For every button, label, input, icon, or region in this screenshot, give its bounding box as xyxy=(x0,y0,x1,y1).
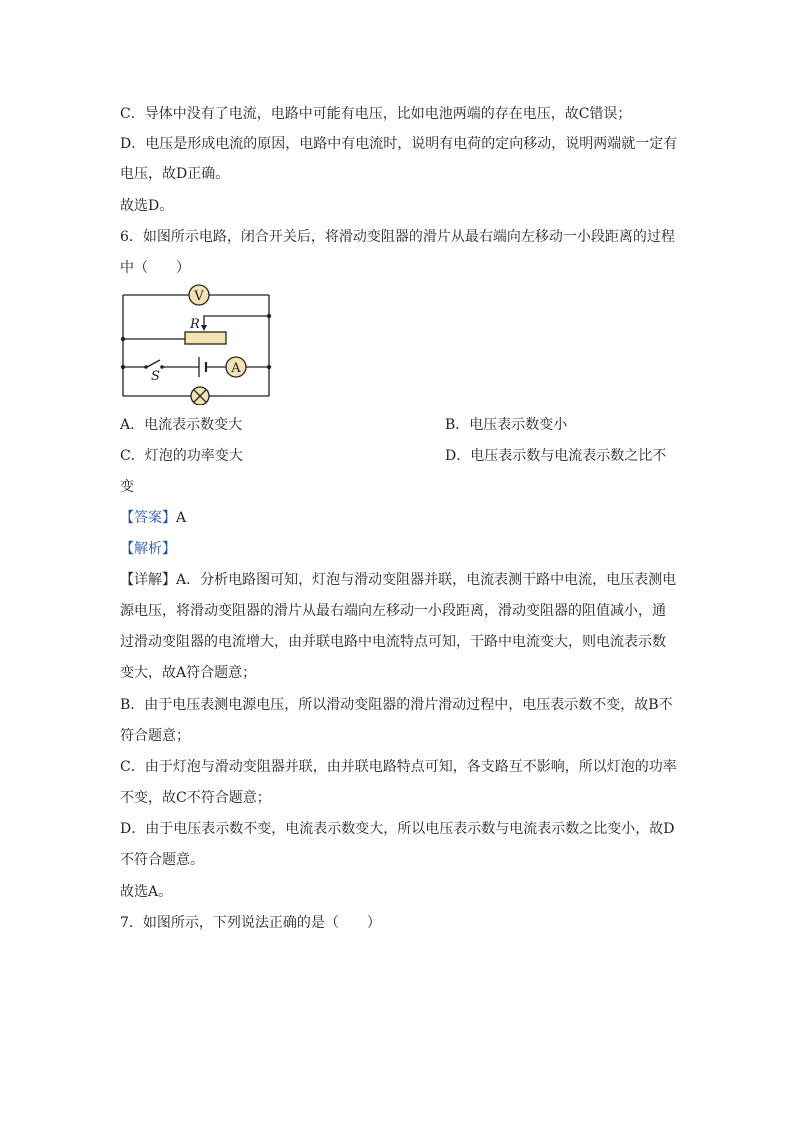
line-d: D．电压是形成电流的原因，电路中有电流时，说明有电荷的定向移动，说明两端就一定有 xyxy=(120,136,678,152)
circuit-diagram xyxy=(118,281,278,405)
conclusion: 故选A。 xyxy=(120,884,173,900)
detail-line-2: 源电压，将滑动变阻器的滑片从最右端向左移动一小段距离，滑动变阻器的阻值减小，通 xyxy=(120,603,666,619)
resistor-label: R xyxy=(190,317,200,332)
line-choose-d: 故选D。 xyxy=(120,198,174,214)
detail-b-line-1: B．由于电压表测电源电压，所以滑动变阻器的滑片滑动过程中，电压表示数不变，故B不 xyxy=(120,697,673,713)
resistor xyxy=(185,332,226,344)
detail-c-line-2: 不变，故C不符合题意； xyxy=(120,790,271,806)
ammeter-label: A xyxy=(231,361,241,376)
option-d: D．电压表示数与电流表示数之比不 xyxy=(445,448,667,464)
answer-line xyxy=(120,508,186,528)
lamp-icon xyxy=(191,387,209,405)
detail-line-1 xyxy=(120,570,676,590)
detail-line-3: 过滑动变阻器的电流增大，由并联电路中电流特点可知，干路中电流变大，则电流表示数 xyxy=(120,634,666,650)
line-c: C．导体中没有了电流，电路中可能有电压，比如电池两端的存在电压，故C错误； xyxy=(120,106,632,122)
question-6: 6．如图所示电路，闭合开关后，将滑动变阻器的滑片从最右端向左移动一小段距离的过程 xyxy=(120,229,675,245)
detail-d-line-1: D．由于电压表示数不变，电流表示数变大，所以电压表示数与电流表示数之比变小，故D xyxy=(120,821,675,837)
option-b: B．电压表示数变小 xyxy=(445,417,568,433)
option-d-cont: 变 xyxy=(120,479,134,495)
detail-c-line-1: C．由于灯泡与滑动变阻器并联，由并联电路特点可知，各支路互不影响，所以灯泡的功率 xyxy=(120,759,677,775)
option-c: C．灯泡的功率变大 xyxy=(120,448,243,464)
question-7: 7．如图所示，下列说法正确的是（ ） xyxy=(120,915,381,931)
voltmeter-label: V xyxy=(194,289,204,304)
detail-label: 【详解】 xyxy=(120,572,176,588)
detail-b-line-2: 符合题意； xyxy=(120,728,190,744)
detail-line-4: 变大，故A符合题意； xyxy=(120,665,257,681)
detail-d-line-2: 不符合题意。 xyxy=(120,852,204,868)
answer-label: 【答案】 xyxy=(120,510,176,526)
option-a: A．电流表示数变大 xyxy=(120,417,243,433)
analysis-label: 【解析】 xyxy=(120,541,176,557)
switch-label: S xyxy=(151,369,160,384)
line-d-cont: 电压，故D正确。 xyxy=(120,166,230,182)
question-6-cont: 中（ ） xyxy=(120,260,190,276)
answer-value: A xyxy=(176,510,187,526)
detail-a-text: A．分析电路图可知，灯泡与滑动变阻器并联，电流表测干路中电流，电压表测电 xyxy=(176,572,677,588)
analysis-line xyxy=(120,539,176,559)
